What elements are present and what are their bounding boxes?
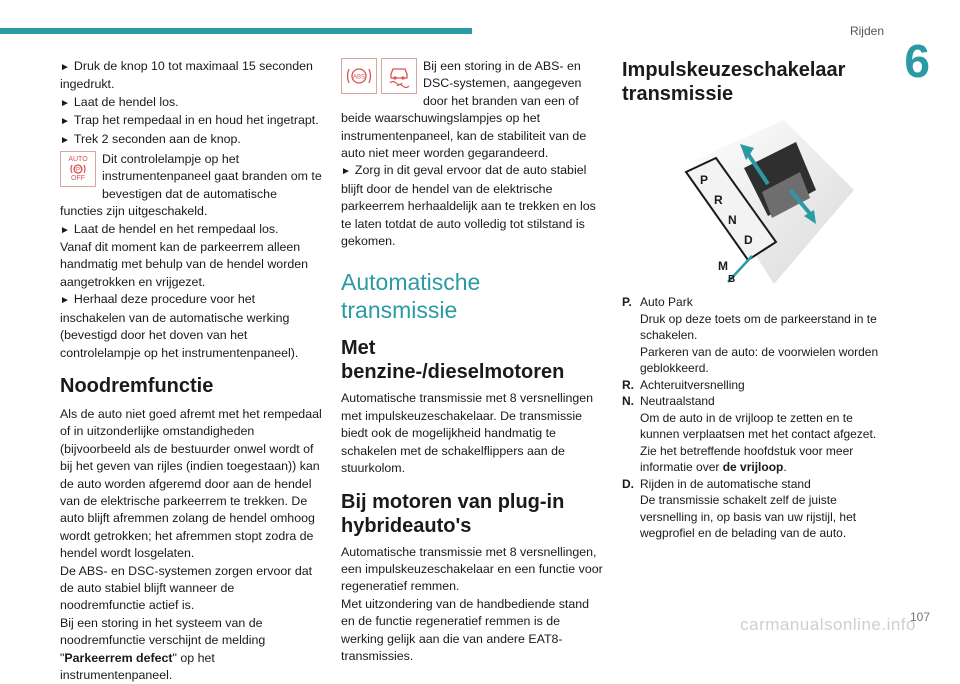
arrow-icon: ► — [341, 166, 351, 178]
arrow-icon: ► — [60, 116, 70, 128]
paragraph: Als de auto niet goed afremt met het rempedaal of in uitzonderlijke omstandigheden (bijvoorbeeld als de bestuurder onwel wordt of bij het geven van rijles (indien toegestaan)) kan de auto worden afgeremd door aan de hendel van de elektrische parkeerrem te trekken. De auto blijft afremmen zolang de hendel omhoog wordt getrokken; het afremmen stopt zodra de hendel wordt losgelaten. — [60, 406, 322, 561]
mode-label-m: M — [718, 259, 728, 273]
step-item: ► Trap het rempedaal in en houd het ingetrapt. — [60, 113, 319, 128]
arrow-icon: ► — [60, 97, 70, 109]
page-number: 107 — [909, 610, 930, 624]
column-1 — [60, 58, 322, 684]
auto-off-warning-icon: AUTO (P) OFF — [60, 151, 96, 187]
step-item: ► Laat de hendel en het rempedaal los. — [60, 221, 279, 236]
paragraph: De ABS- en DSC-systemen zorgen ervoor dat de auto stabiel blijft wanneer de noodremfunctie actief is. — [60, 563, 313, 613]
abs-dsc-note — [341, 58, 603, 162]
auto-off-note — [60, 151, 322, 221]
step-item: ► Herhaal deze procedure voor het inschakelen van de automatische werking (bevestigd door het doven van het controlelampje op het instrumentenpaneel). — [60, 292, 299, 360]
auto-off-note-text: Dit controlelampje op het instrumentenpaneel gaat branden om te bevestigen dat de automatische functies zijn uitgeschakeld. — [60, 152, 322, 219]
svg-text:(P): (P) — [74, 167, 82, 174]
legend-text: Zie het betreffende hoofdstuk voor meer informatie over de vrijloop. — [640, 443, 854, 474]
legend-key: N. — [622, 394, 634, 408]
paragraph: Met uitzondering van de handbediende stand en de functie regeneratief remmen is de werking gelijk aan die van andere EAT8-transmissies. — [341, 596, 590, 663]
abs-warning-icon — [341, 58, 377, 94]
arrow-icon: ► — [60, 295, 70, 307]
arrow-icon: ► — [60, 224, 70, 236]
mode-label-b: B — [728, 274, 736, 284]
legend-title: Achteruitversnelling — [640, 377, 745, 392]
gear-label-d: D — [744, 233, 753, 247]
section-heading: Noodremfunctie — [60, 374, 214, 397]
legend-item — [622, 393, 884, 476]
legend-title: Neutraalstand — [640, 394, 715, 408]
gear-label-r: R — [714, 193, 723, 207]
column-2 — [341, 58, 603, 665]
legend-key: D. — [622, 476, 634, 491]
step-item: ► Laat de hendel los. — [60, 94, 179, 109]
section-name: Rijden — [849, 24, 884, 38]
gear-label-n: N — [728, 213, 737, 227]
section-heading: Impulskeuzeschakelaar transmissie — [622, 59, 846, 105]
legend-key: P. — [622, 295, 632, 309]
step-item: ► Zorg in dit geval ervoor dat de auto stabiel blijft door de hendel van de elektrische parkeerrem herhaaldelijk aan te trekken en los te laten totdat de auto volledig tot stilstand is gekomen. — [341, 163, 596, 249]
legend-item — [622, 294, 884, 377]
gear-selector-illustration — [664, 120, 854, 284]
svg-text:ABS: ABS — [352, 74, 366, 81]
chapter-number: 6 — [904, 35, 930, 87]
legend-text: Om de auto in de vrijloop te zetten en te kunnen verplaatsen met het contact afgezet. — [640, 410, 877, 441]
abs-dsc-note-text: Bij een storing in de ABS- en DSC-systemen, aangegeven door het branden van een of beide waarschuwingslampjes op het instrumentenpaneel, kan de stabiliteit van de auto niet meer worden gegarandeerd. — [341, 59, 587, 161]
arrow-icon: ► — [60, 62, 70, 73]
paragraph: Bij een storing in het systeem van de noodremfunctie verschijnt de melding "Parkeerrem defect" op het instrumentenpaneel. — [60, 615, 266, 682]
header-accent-bar — [0, 28, 472, 34]
dsc-warning-icon — [381, 58, 417, 94]
gear-label-p: P — [700, 173, 709, 187]
arrow-icon: ► — [60, 134, 70, 146]
legend-item — [622, 377, 884, 394]
legend-text: Druk op deze toets om de parkeerstand in te schakelen. — [640, 311, 877, 342]
legend-key: R. — [622, 377, 634, 392]
paragraph: Automatische transmissie met 8 versnellingen met impulskeuzeschakelaar. De transmissie biedt ook de mogelijkheid handmatig te schakelen met de schakelflippers aan de stuurkolom. — [341, 391, 594, 476]
legend-text: De transmissie schakelt zelf de juiste versnelling in, op basis van uw rijstijl, het wegprofiel en de belading van de auto. — [640, 493, 857, 540]
step-item: ► Trek 2 seconden aan de knop. — [60, 131, 241, 146]
paragraph: Vanaf dit moment kan de parkeerrem alleen handmatig met behulp van de hendel worden aangetrokken en vrijgezet. — [60, 240, 308, 289]
legend-item — [622, 476, 884, 542]
legend-title: Rijden in de automatische stand — [640, 476, 811, 491]
subsection-heading: Bij motoren van plug-in hybrideauto's — [341, 490, 565, 537]
subsection-heading: Met benzine-/dieselmotoren — [341, 337, 565, 384]
paragraph: Automatische transmissie met 8 versnellingen, een impulskeuzeschakelaar en een functie voor regeneratief remmen. — [341, 544, 603, 594]
column-3 — [622, 58, 884, 542]
step-item: ► Druk de knop 10 tot maximaal 15 seconden ingedrukt. — [60, 59, 313, 92]
chapter-section-heading: Automatische transmissie — [341, 269, 481, 324]
legend-text: Parkeren van de auto: de voorwielen worden geblokkeerd. — [640, 344, 879, 375]
legend-list — [622, 294, 884, 542]
watermark: carmanualsonline.info — [740, 615, 916, 634]
legend-title: Auto Park — [640, 295, 693, 309]
